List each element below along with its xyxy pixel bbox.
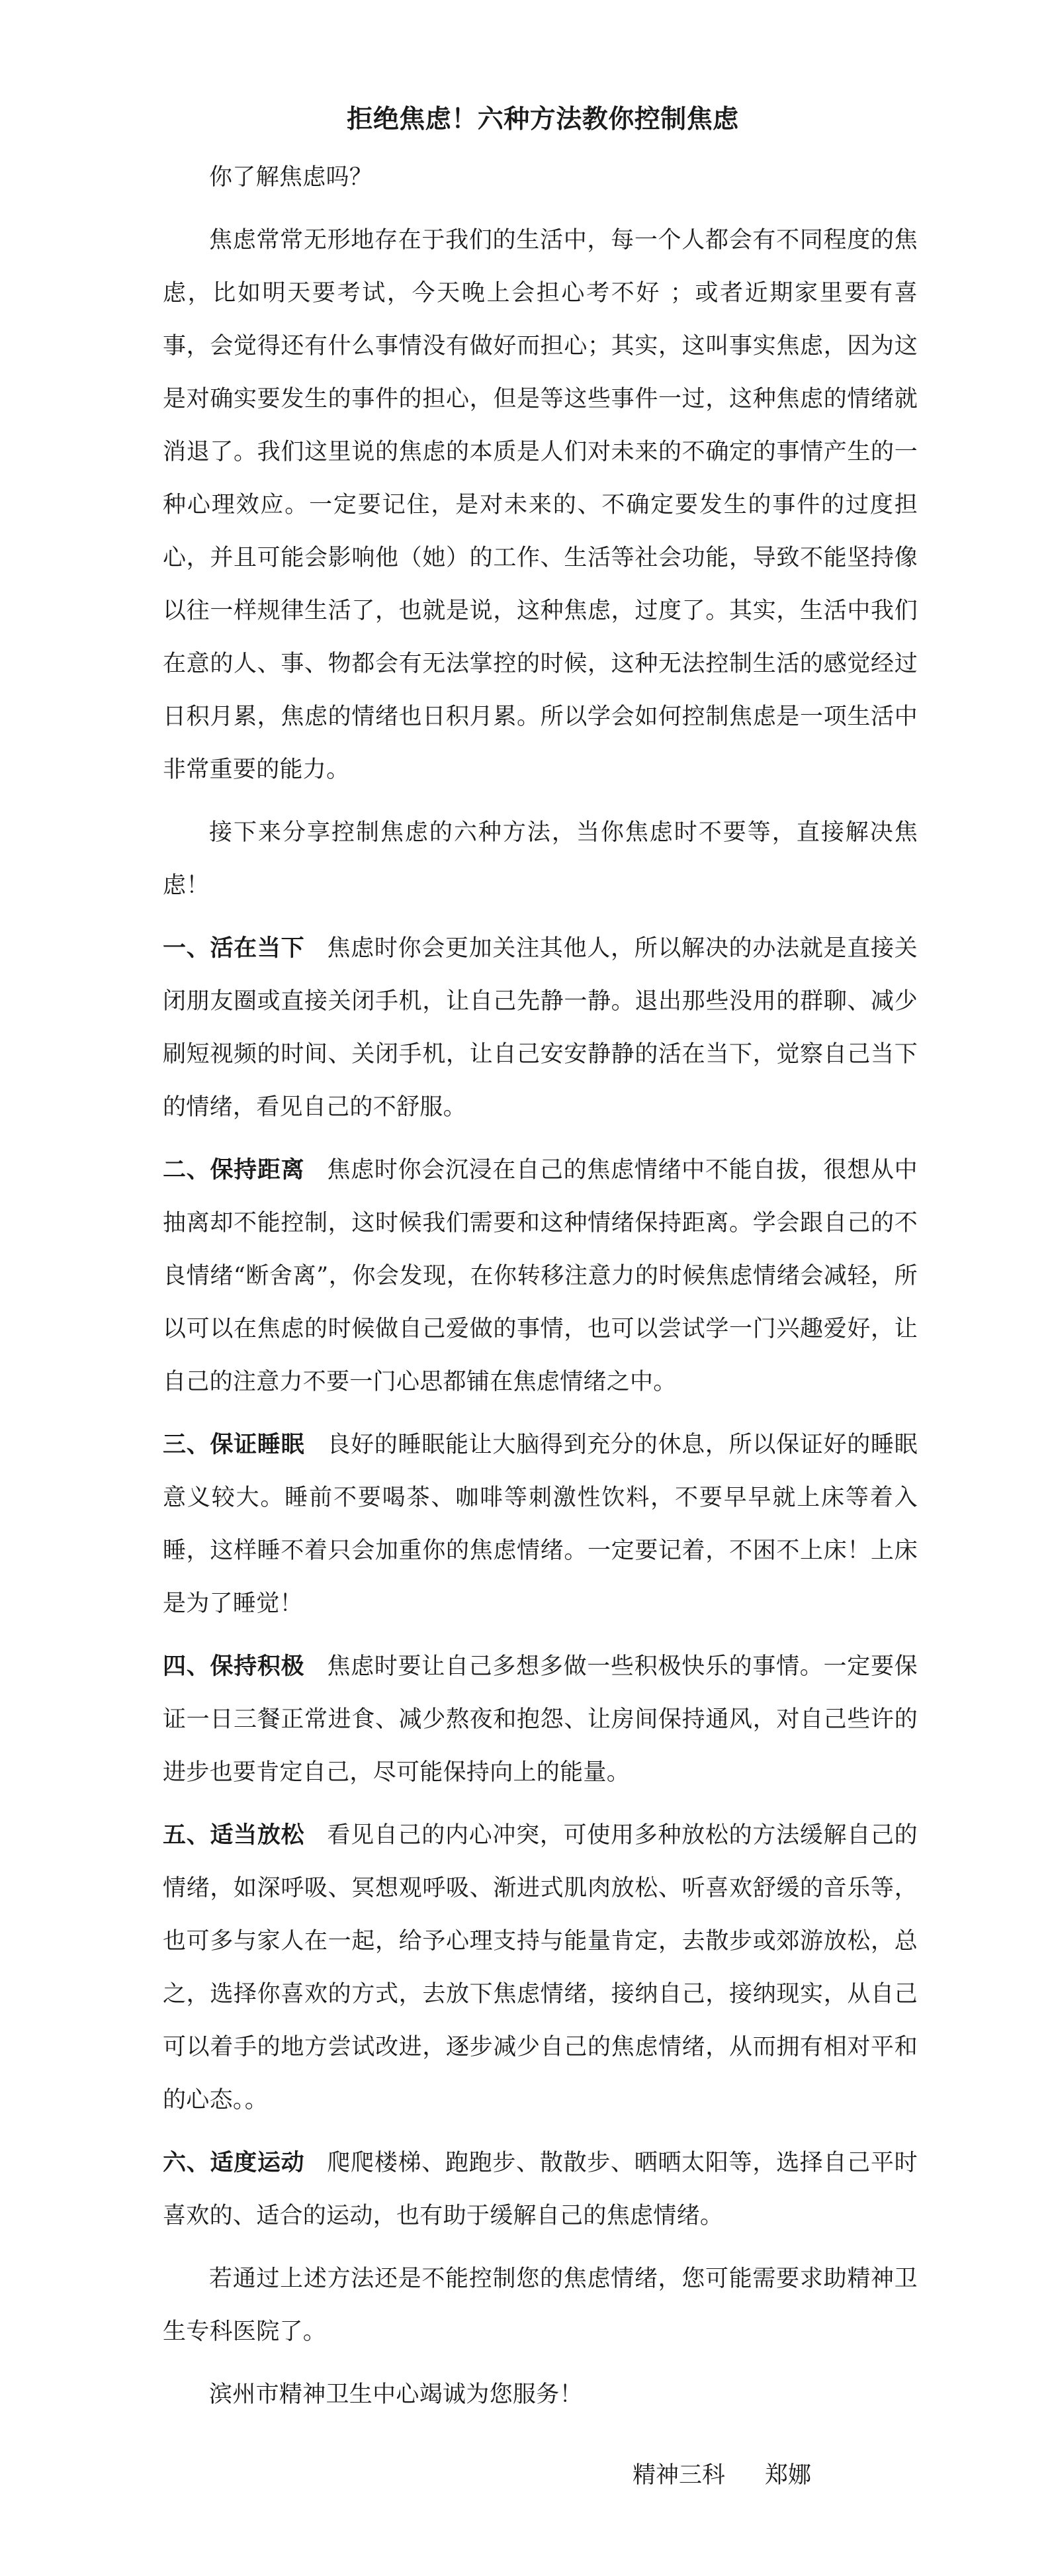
method-5-text: 看见自己的内心冲突，可使用多种放松的方法缓解自己的情绪，如深呼吸、冥想观呼吸、渐进式肌肉放松、听喜欢舒缓的音乐等，也可多与家人在一起，给予心理支持与能量肯定，去散步或郊游放松，总之，选择你喜欢的方式，去放下焦虑情绪，接纳自己，接纳现实，从自己可以着手的地方尝试改进，逐步减少自己的焦虑情绪，从而拥有相对平和的心态。。: [163, 1822, 918, 2113]
signature-author: 郑娜: [765, 2462, 812, 2489]
signature-department: 精神三科: [633, 2462, 726, 2489]
method-2: [163, 1144, 918, 1408]
intro-question: 你了解焦虑吗？: [209, 164, 373, 191]
method-3-text: 良好的睡眠能让大脑得到充分的休息，所以保证好的睡眠意义较大。睡前不要喝茶、咖啡等刺激性饮料，不要早早就上床等着入睡，这样睡不着只会加重你的焦虑情绪。一定要记着，不困不上床！上床是为了睡觉！: [163, 1432, 918, 1617]
method-5-title: 五、适当放松: [163, 1821, 305, 1849]
method-6: [163, 2137, 918, 2242]
method-1: [163, 922, 918, 1134]
method-6-text: 爬爬楼梯、跑跑步、散散步、晒晒太阳等，选择自己平时喜欢的、适合的运动，也有助于缓解自己的焦虑情绪。: [163, 2150, 918, 2229]
method-4-text: 焦虑时要让自己多想多做一些积极快乐的事情。一定要保证一日三餐正常进食、减少熬夜和抱怨、让房间保持通风，对自己些许的进步也要肯定自己，尽可能保持向上的能量。: [163, 1653, 918, 1786]
document-title: 拒绝焦虑！六种方法教你控制焦虑: [347, 104, 739, 134]
method-3-title: 三、保证睡眠: [163, 1431, 305, 1458]
method-1-text: 焦虑时你会更加关注其他人，所以解决的办法就是直接关闭朋友圈或直接关闭手机，让自己先静一静。退出那些没用的群聊、减少刷短视频的时间、关闭手机，让自己安安静静的活在当下，觉察自己当下的情绪，看见自己的不舒服。: [163, 935, 918, 1121]
method-2-title: 二、保持距离: [163, 1156, 305, 1183]
lead-in-paragraph: 接下来分享控制焦虑的六种方法，当你焦虑时不要等，直接解决焦虑！: [163, 819, 918, 899]
method-5: [163, 1809, 918, 2127]
signature: [633, 2456, 811, 2495]
method-4-title: 四、保持积极: [163, 1653, 305, 1680]
method-2-text: 焦虑时你会沉浸在自己的焦虑情绪中不能自拔，很想从中抽离却不能控制，这时候我们需要和这种情绪保持距离。学会跟自己的不良情绪“断舍离”，你会发现，在你转移注意力的时候焦虑情绪会减轻，所以可以在焦虑的时候做自己爱做的事情，也可以尝试学一门兴趣爱好，让自己的注意力不要一门心思都铺在焦虑情绪之中。: [163, 1157, 918, 1395]
method-4: [163, 1640, 918, 1799]
service-line: 滨州市精神卫生中心竭诚为您服务！: [209, 2381, 583, 2408]
method-6-title: 六、适度运动: [163, 2149, 305, 2176]
intro-paragraph: 焦虑常常无形地存在于我们的生活中，每一个人都会有不同程度的焦虑，比如明天要考试，今天晚上会担心考不好 ；或者近期家里要有喜事，会觉得还有什么事情没有做好而担心；其实，这叫事实焦虑，因为这是对确实要发生的事件的担心，但是等这些事件一过，这种焦虑的情绪就消退了。我们这里说的焦虑的本质是人们对未来的不确定的事情产生的一种心理效应。一定要记住，是对未来的、不确定要发生的事件的过度担心，并且可能会影响他（她）的工作、生活等社会功能，导致不能坚持像以往一样规律生活了，也就是说，这种焦虑，过度了。其实，生活中我们在意的人、事、物都会有无法掌控的时候，这种无法控制生活的感觉经过日积月累，焦虑的情绪也日积月累。所以学会如何控制焦虑是一项生活中非常重要的能力。: [163, 227, 918, 783]
method-3: [163, 1418, 918, 1630]
method-1-title: 一、活在当下: [163, 935, 305, 962]
closing-advice: 若通过上述方法还是不能控制您的焦虑情绪，您可能需要求助精神卫生专科医院了。: [163, 2266, 918, 2345]
